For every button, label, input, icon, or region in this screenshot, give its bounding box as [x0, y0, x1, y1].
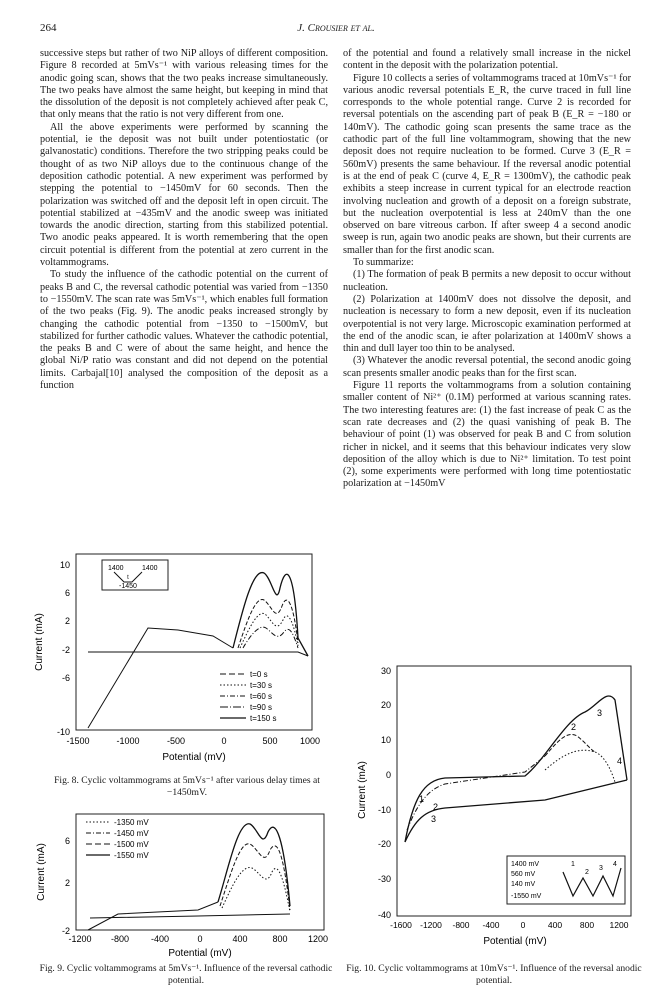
svg-text:Potential (mV): Potential (mV) — [483, 936, 547, 947]
svg-text:-1200: -1200 — [68, 934, 92, 944]
left-column — [40, 48, 328, 392]
x-tick: -500 — [166, 736, 186, 746]
paragraph: of the potential and found a relatively small increase in the nickel content in the deposit with the polarization potential. — [343, 48, 631, 72]
svg-text:0: 0 — [520, 920, 526, 930]
svg-text:800: 800 — [579, 920, 595, 930]
figure-10 — [345, 660, 645, 960]
legend — [220, 670, 276, 723]
svg-text:6: 6 — [64, 836, 70, 846]
figure-9 — [28, 810, 338, 960]
svg-text:-2: -2 — [61, 926, 70, 936]
voltammogram-curves — [88, 573, 308, 728]
svg-text:-1550 mV: -1550 mV — [511, 893, 542, 900]
svg-text:-10: -10 — [377, 805, 391, 815]
paragraph: successive steps but rather of two NiP alloys of different composition. Figure 8 recorded at 5mVs⁻¹ with various releasing times for the anodic going scan, shows that the two peaks increase simultaneously. The two peaks have almost the same height, but keeping in mind that the dissolution of the deposit is not completely achieved after peak C, that only means that the ratio is not very different from one. — [40, 48, 328, 121]
svg-text:-30: -30 — [377, 874, 391, 884]
running-head: J. Crousier et al. — [297, 22, 375, 34]
y-tick: -2 — [61, 645, 70, 655]
svg-text:t=0 s: t=0 s — [250, 670, 268, 679]
y-axis-label: Current (mA) — [34, 613, 45, 671]
svg-text:140 mV: 140 mV — [511, 881, 536, 888]
paragraph: Figure 11 reports the voltammograms from a solution containing smaller content of Ni²⁺ (0.1M) performed at various scanning rates. The two interesting features are: (1) the fast increase of peak C as the scan rate decreases and (2) the quasi vanishing of peak B. The behaviour of point (1) was observed for peak B and C from solution richer in nickel, and it seems that this behaviour indicates very slow deposition of the alloy which is due to Ni²⁺ limitation. To test point (2), some experiments were performed with long time potentiostatic polarization at −1450mV — [343, 380, 631, 490]
svg-text:3: 3 — [431, 814, 437, 824]
figure-8-plot — [28, 548, 338, 770]
svg-text:Current (mA): Current (mA) — [36, 843, 47, 901]
svg-text:-1500 mV: -1500 mV — [114, 840, 149, 849]
svg-text:-1200: -1200 — [420, 920, 442, 930]
y-tick: 2 — [64, 616, 70, 626]
svg-text:1400: 1400 — [142, 565, 158, 572]
svg-text:Potential (mV): Potential (mV) — [168, 948, 232, 959]
page-number: 264 — [40, 22, 57, 34]
figure-10-plot — [345, 660, 645, 960]
x-tick: 500 — [262, 736, 278, 746]
svg-text:-1350 mV: -1350 mV — [114, 818, 149, 827]
svg-text:-400: -400 — [482, 920, 500, 930]
svg-text:2: 2 — [433, 802, 439, 812]
svg-text:1400 mV: 1400 mV — [511, 861, 540, 868]
svg-text:-1600: -1600 — [390, 920, 412, 930]
inset — [102, 560, 168, 590]
svg-text:1200: 1200 — [307, 934, 329, 944]
x-tick: -1500 — [66, 736, 90, 746]
paragraph: (2) Polarization at 1400mV does not dissolve the deposit, and nucleation is necessary to form a new deposit, even if its nucleation overpotential is not very large. Microscopic examination performed at the end of the anodic scan, ie after polarization at 1400mV shows a thin and dull layer too thin to be analysed. — [343, 293, 631, 355]
paragraph: To summarize: — [353, 257, 414, 269]
y-tick: -6 — [61, 673, 70, 683]
svg-text:3: 3 — [597, 708, 603, 718]
svg-text:-1450 mV: -1450 mV — [114, 829, 149, 838]
svg-text:3: 3 — [599, 865, 603, 872]
svg-text:10: 10 — [380, 735, 391, 745]
paragraph: All the above experiments were performed by scanning the potential, ie the deposit was not built under potentiostatic (or galvanostatic) conditions. Therefore the two stripping peaks could be thought of as two NiP alloys due to the continuous change of the deposition cathodic potential. A new experiment was performed by stepping the potential to −1450mV for 60 seconds. Then the polarization was switched off and the deposit left in open circuit. The potential stabilized at −435mV and the anodic sweep was initiated towards the anodic direction, starting from this stabilized potential. Two anodic peaks appeared. It is worth remembering that the open circuit potential is different from the potential at zero current in the voltammograms. — [40, 121, 328, 269]
paragraph: To study the influence of the cathodic potential on the current of peaks B and C, the reversal cathodic potential was varied from −1350 to −1550mV. The scan rate was 5mVs⁻¹, which enables full formation of the two peaks (Fig. 9). The anodic peaks increased strongly by changing the cathodic potential from −1350 to −1500mV, but stabilized for further cathodic values. Whatever the cathodic potential, the peaks B and C were of about the same height, and hence the global Ni/P ratio was constant and did not depend on the potential limits. Carbajal[10] analysed the composition of the deposit as a function — [40, 269, 328, 392]
svg-text:800: 800 — [272, 934, 288, 944]
svg-text:560 mV: 560 mV — [511, 871, 536, 878]
y-tick: -10 — [56, 727, 70, 737]
svg-text:-1450: -1450 — [119, 583, 137, 590]
svg-text:4: 4 — [613, 861, 617, 868]
paragraph: (3) Whatever the anodic reversal potential, the second anodic going scan presents smaller anodic peaks than for the first scan. — [343, 355, 631, 379]
svg-text:400: 400 — [232, 934, 248, 944]
svg-text:-20: -20 — [377, 839, 391, 849]
figure-9-plot — [28, 810, 338, 960]
svg-text:0: 0 — [197, 934, 203, 944]
paragraph: Figure 10 collects a series of voltammograms traced at 10mVs⁻¹ for various anodic reversal potentials E_R, the curve traced in full line corresponds to the whole potential range. Curve 2 is recorded for reversal potentials on the ascending part of peak B (E_R = −180 or 140mV). The cathodic going scan presents the same trace as the cathodic part of the full line voltammogram, showing that the new deposit does not require nucleation to be formed. Curve 3 (E_R = 560mV) presents the same behaviour. If the reversal anodic potential is at the end of peak C (curve 4, E_R = 1300mV), the cathodic peak exhibits a steep increase in current typical for an electrode reaction involving nucleation and growth of a deposit on a foreign substrate, but the nucleation overpotential is less at 240mV than the one observed on bare vitreous carbon. If after sweep 4 a second anodic sweep is run, again two anodic peaks are shown, but their currents are smaller than for the first anodic scan. — [343, 72, 631, 256]
page-header — [40, 22, 632, 38]
svg-text:-400: -400 — [150, 934, 170, 944]
svg-text:-800: -800 — [452, 920, 470, 930]
svg-text:Current (mA): Current (mA) — [357, 761, 368, 819]
svg-text:400: 400 — [547, 920, 563, 930]
svg-text:t=150 s: t=150 s — [250, 714, 277, 723]
svg-text:t=90 s: t=90 s — [250, 703, 273, 712]
svg-text:-40: -40 — [377, 910, 391, 920]
svg-text:2: 2 — [585, 869, 589, 876]
right-column — [343, 48, 631, 491]
x-axis-label: Potential (mV) — [162, 752, 226, 763]
figure-10-legend — [507, 856, 625, 904]
svg-text:2: 2 — [571, 722, 577, 732]
svg-text:4: 4 — [617, 756, 623, 766]
svg-text:1400: 1400 — [108, 565, 124, 572]
svg-text:t: t — [127, 575, 129, 581]
figure-8-caption: Fig. 8. Cyclic voltammograms at 5mVs⁻¹ after various delay times at −1450mV. — [54, 775, 320, 798]
figure-8 — [28, 548, 338, 770]
figure-10-caption: Fig. 10. Cyclic voltammograms at 10mVs⁻¹. Influence of the reversal anodic potential. — [346, 963, 642, 986]
svg-text:1200: 1200 — [609, 920, 629, 930]
svg-text:1: 1 — [419, 794, 425, 804]
svg-text:2: 2 — [64, 878, 70, 888]
svg-text:t=30 s: t=30 s — [250, 681, 273, 690]
svg-text:1: 1 — [571, 861, 575, 868]
x-tick: 0 — [221, 736, 227, 746]
svg-text:30: 30 — [380, 666, 391, 676]
svg-text:-800: -800 — [110, 934, 130, 944]
svg-text:20: 20 — [380, 700, 391, 710]
svg-text:-1550 mV: -1550 mV — [114, 851, 149, 860]
figure-9-caption: Fig. 9. Cyclic voltammograms at 5mVs⁻¹. Influence of the reversal cathodic potential. — [39, 963, 333, 986]
x-tick: -1000 — [116, 736, 140, 746]
y-tick: 10 — [59, 560, 70, 570]
x-tick: 1000 — [299, 736, 321, 746]
paragraph: (1) The formation of peak B permits a new deposit to occur without nucleation. — [343, 269, 631, 293]
svg-text:0: 0 — [385, 770, 391, 780]
svg-text:t=60 s: t=60 s — [250, 692, 273, 701]
y-tick: 6 — [64, 588, 70, 598]
